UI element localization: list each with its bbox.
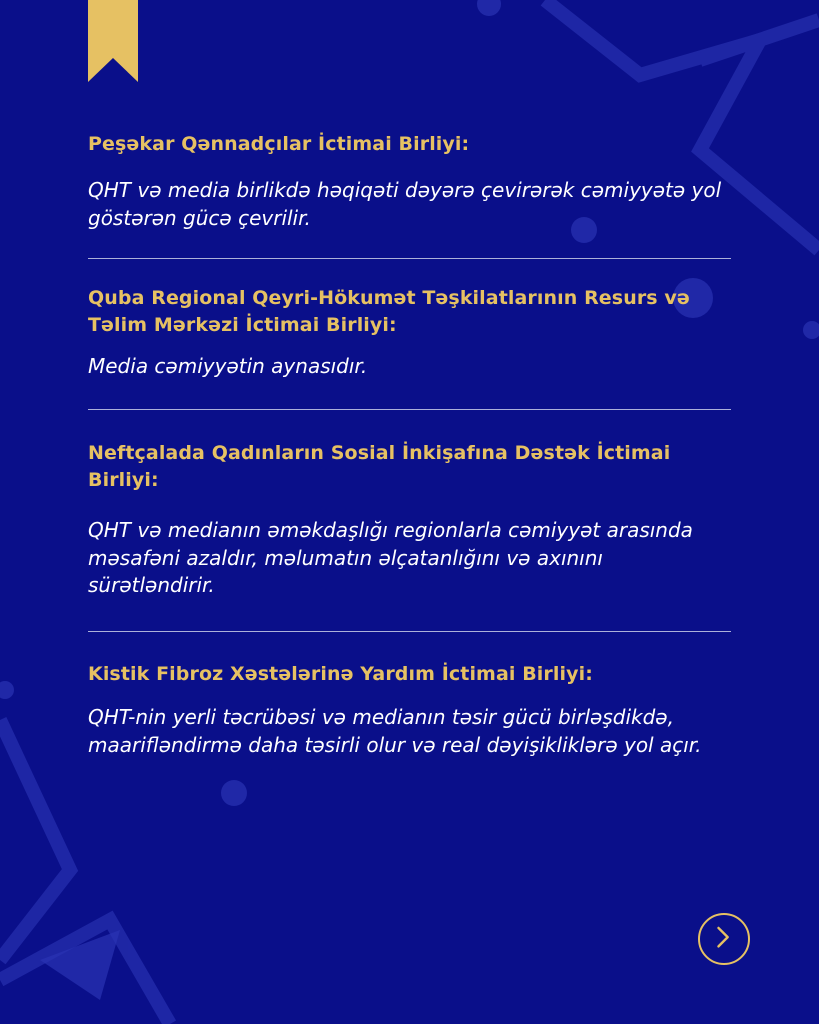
section-4-quote: QHT-nin yerli təcrübəsi və medianın təsir gücü birləşdikdə, maarifləndirmə daha təsirli olur və real dəyişikliklərə yol açır. — [88, 705, 702, 757]
divider-2 — [88, 409, 731, 410]
section-2-quote: Media cəmiyyətin aynasıdır. — [88, 354, 368, 378]
section-3-title: Neftçalada Qadınların Sosial İnkişafına Dəstək İctimai Birliyi: — [88, 442, 671, 491]
section-1-title: Peşəkar Qənnadçılar İctimai Birliyi: — [88, 133, 470, 155]
section-2-title: Quba Regional Qeyri-Hökumət Təşkilatlarının Resurs və Təlim Mərkəzi İctimai Birliyi: — [88, 287, 690, 336]
divider-3 — [88, 631, 731, 632]
section-3 — [88, 440, 731, 600]
section-1-quote: QHT və media birlikdə həqiqəti dəyərə çevirərək cəmiyyətə yol göstərən gücə çevrilir. — [88, 178, 722, 230]
section-3-quote: QHT və medianın əməkdaşlığı regionlarla cəmiyyət arasında məsafəni azaldır, məlumatın əlçatanlığını və axınını sürətləndirir. — [88, 518, 693, 597]
section-4-title: Kistik Fibroz Xəstələrinə Yardım İctimai Birliyi: — [88, 663, 593, 685]
section-1 — [88, 131, 731, 232]
divider-1 — [88, 258, 731, 259]
chevron-right-icon — [700, 915, 748, 963]
bookmark-ribbon — [88, 0, 138, 82]
next-button[interactable] — [698, 913, 750, 965]
section-4 — [88, 661, 731, 759]
section-2 — [88, 285, 731, 381]
